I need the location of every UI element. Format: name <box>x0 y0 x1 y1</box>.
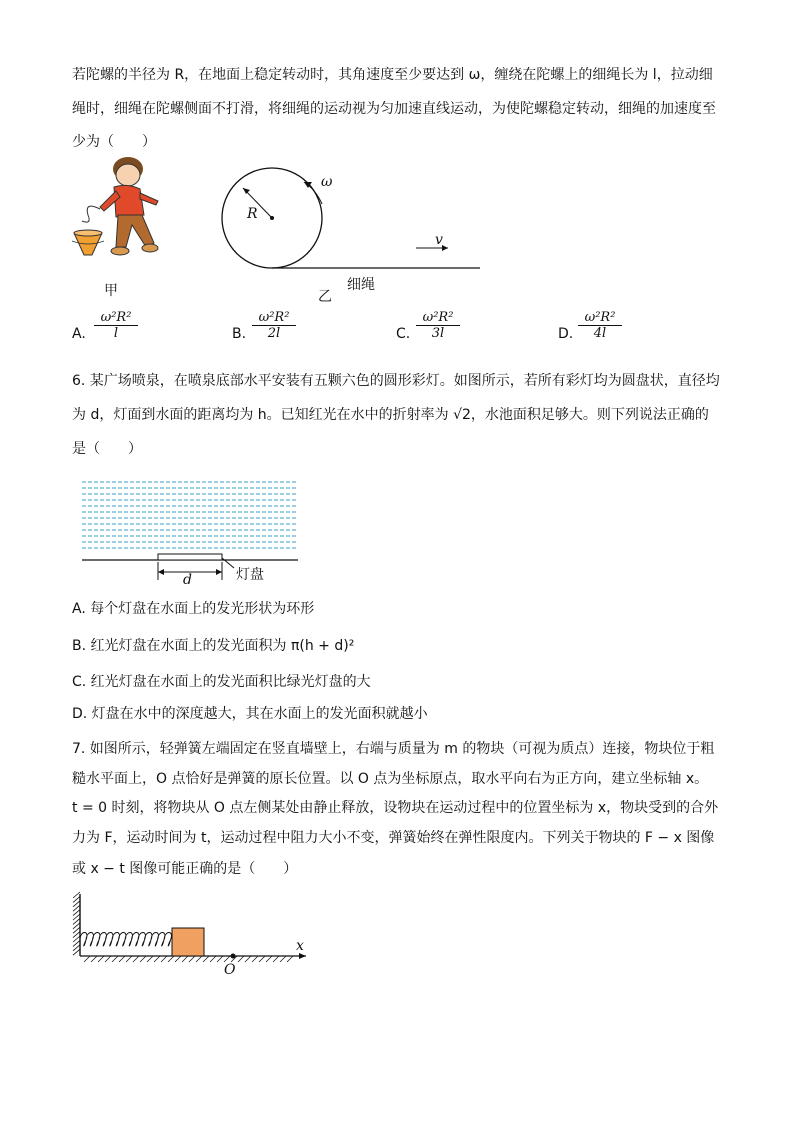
ground-hatch <box>126 956 132 962</box>
ground-hatch <box>105 956 111 962</box>
q5-option-b-numerator: ω²R² <box>252 310 296 326</box>
q7-text-line1: 7. 如图所示，轻弹簧左端固定在竖直墙壁上，右端与质量为 m 的物块（可视为质点）连接，物块位于粗 <box>72 741 715 757</box>
q6-text-line2: 为 d，灯面到水面的距离均为 h。已知红光在水中的折射率为 √2，水池面积足够大。则下列说法正确的 <box>72 407 709 423</box>
q7-text-line4: 力为 F，运动时间为 t，运动过程中阻力大小不变，弹簧始终在弹性限度内。下列关于物块的 F − x 图像 <box>72 830 715 846</box>
ground-hatch <box>287 956 293 962</box>
q6-option-d: D. 灯盘在水中的深度越大，其在水面上的发光面积就越小 <box>72 706 428 722</box>
ground-hatch <box>119 956 125 962</box>
ground-hatch <box>168 956 174 962</box>
q5-option-c-numerator: ω²R² <box>416 310 460 326</box>
q5-option-b-label: B. <box>232 326 247 342</box>
q5-option-b-fraction <box>252 310 296 341</box>
figure-yi-velocity-label: v <box>435 232 443 248</box>
figure-lamp-diameter-label: d <box>183 572 192 588</box>
q6-option-b: B. 红光灯盘在水面上的发光面积为 π(h + d)² <box>72 638 355 654</box>
ground-hatch <box>203 956 209 962</box>
q7-text-line2: 糙水平面上，O 点恰好是弹簧的原长位置。以 O 点为坐标原点，取水平向右为正方向，建立坐标轴 x。 <box>72 771 709 787</box>
ground-hatch <box>273 956 279 962</box>
q6-option-c: C. 红光灯盘在水面上的发光面积比绿光灯盘的大 <box>72 674 371 690</box>
q7-text-line3: t = 0 时刻，将物块从 O 点左侧某处由静止释放，设物块在运动过程中的位置坐标为 x，物块受到的合外 <box>72 800 719 816</box>
figure-yi-radius-label: R <box>247 206 258 222</box>
q5-option-d-denominator: 4l <box>593 326 607 341</box>
q5-option-a-denominator: l <box>113 326 119 341</box>
q5-option-c-denominator: 3l <box>431 326 445 341</box>
q7-text-line5: 或 x − t 图像可能正确的是（ ） <box>72 861 298 877</box>
origin-point <box>231 954 236 959</box>
ground-hatch <box>217 956 223 962</box>
q6-option-a: A. 每个灯盘在水面上的发光形状为环形 <box>72 601 315 617</box>
q5-option-b-denominator: 2l <box>267 326 281 341</box>
ground-hatch <box>196 956 202 962</box>
q5-option-a-fraction <box>94 310 138 341</box>
q6-text-line3: 是（ ） <box>72 441 142 457</box>
q5-option-c-fraction <box>416 310 460 341</box>
ground-hatch <box>189 956 195 962</box>
ground-hatch <box>245 956 251 962</box>
figure-lamp-label: 灯盘 <box>236 567 264 583</box>
ground-hatch <box>147 956 153 962</box>
ground-hatch <box>98 956 104 962</box>
spring-coil <box>80 933 171 947</box>
ground-hatch <box>140 956 146 962</box>
figure-yi-circle-rope <box>220 160 490 280</box>
ground-hatch <box>154 956 160 962</box>
ground-hatch <box>133 956 139 962</box>
q5-text-line2: 绳时，细绳在陀螺侧面不打滑，将细绳的运动视为匀加速直线运动，为使陀螺稳定转动，细绳的加速度至 <box>72 101 716 117</box>
figure-origin-label: O <box>224 962 236 978</box>
figure-spring-block <box>70 890 320 970</box>
ground-hatch <box>238 956 244 962</box>
q5-option-d-numerator: ω²R² <box>578 310 622 326</box>
ground-hatch <box>112 956 118 962</box>
ground-hatch <box>259 956 265 962</box>
ground-hatch <box>182 956 188 962</box>
ground-hatch <box>266 956 272 962</box>
ground-hatch <box>84 956 90 962</box>
figure-yi-rope-label: 细绳 <box>347 277 375 293</box>
q6-text-line1: 6. 某广场喷泉，在喷泉底部水平安装有五颗六色的圆形彩灯。如图所示，若所有彩灯均为圆盘状，直径均 <box>72 373 720 389</box>
q5-option-d-fraction <box>578 310 622 341</box>
ground-hatch <box>175 956 181 962</box>
q5-option-c-label: C. <box>396 326 411 342</box>
ground-hatch <box>91 956 97 962</box>
ground-hatch <box>161 956 167 962</box>
ground-hatch <box>280 956 286 962</box>
ground-hatch <box>252 956 258 962</box>
figure-x-axis-label: x <box>296 938 304 954</box>
block <box>172 928 204 956</box>
q5-option-d-label: D. <box>558 326 574 342</box>
figure-jia-caption: 甲 <box>104 283 118 299</box>
ground-hatch <box>210 956 216 962</box>
q5-option-a-label: A. <box>72 326 86 342</box>
q5-text-line1: 若陀螺的半径为 R，在地面上稳定转动时，其角速度至少要达到 ω，缠绕在陀螺上的细绳长为 l，拉动细 <box>72 67 713 83</box>
figure-jia-boy-top <box>70 155 190 275</box>
q5-option-a-numerator: ω²R² <box>94 310 138 326</box>
figure-yi-caption: 乙 <box>318 289 332 305</box>
q5-text-line3: 少为（ ） <box>72 134 156 150</box>
figure-yi-omega-label: ω <box>321 174 333 190</box>
